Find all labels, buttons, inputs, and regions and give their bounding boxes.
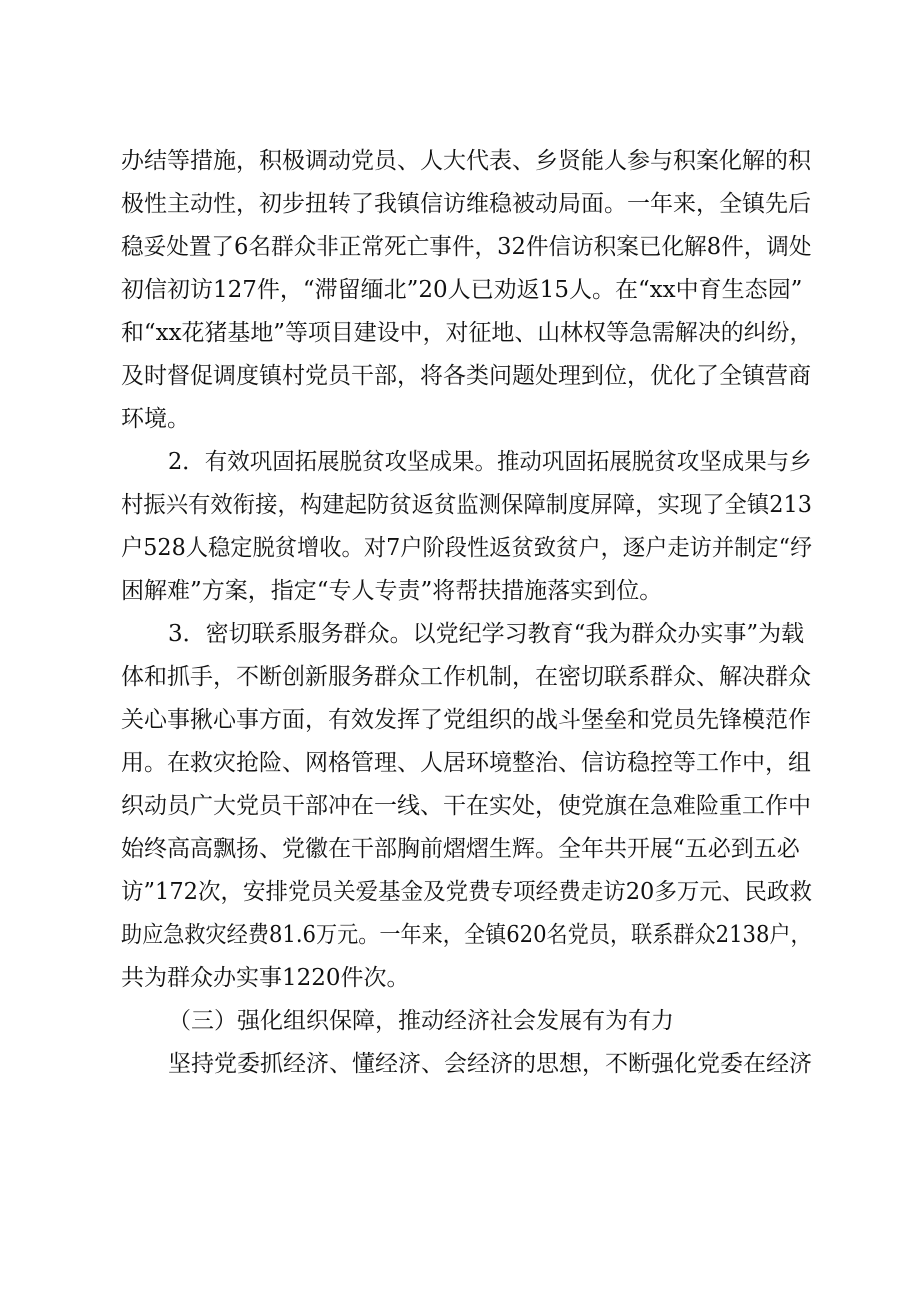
paragraph-line: 村振兴有效衔接，构建起防贫返贫监测保障制度屏障，实现了全镇213	[121, 492, 812, 518]
section-heading: （三）强化组织保障，推动经济社会发展有为有力	[168, 1008, 674, 1034]
paragraph-line: 办结等措施，积极调动党员、人大代表、乡贤能人参与积案化解的积	[121, 148, 811, 174]
paragraph-line: 环境。	[121, 406, 190, 432]
paragraph-line: 助应急救灾经费81.6万元。一年来，全镇620名党员，联系群众2138户，	[121, 922, 812, 948]
paragraph-line: 稳妥处置了6名群众非正常死亡事件，32件信访积案已化解8件，调处	[121, 234, 812, 260]
paragraph-line: 3．密切联系服务群众。以党纪学习教育“我为群众办实事”为载	[168, 621, 805, 647]
paragraph-line: 访”172次，安排党员关爱基金及党费专项经费走访20多万元、民政救	[121, 879, 812, 905]
paragraph-line: 极性主动性，初步扭转了我镇信访维稳被动局面。一年来，全镇先后	[121, 191, 811, 217]
paragraph-line: 及时督促调度镇村党员干部，将各类问题处理到位，优化了全镇营商	[121, 363, 811, 389]
paragraph-line: 坚持党委抓经济、懂经济、会经济的思想，不断强化党委在经济	[168, 1051, 812, 1077]
paragraph-line: 共为群众办实事1220件次。	[121, 965, 410, 991]
paragraph-line: 户528人稳定脱贫增收。对7户阶段性返贫致贫户，逐户走访并制定“纾	[121, 535, 813, 561]
paragraph-line: 和“xx花猪基地”等项目建设中，对征地、山林权等急需解决的纠纷，	[121, 320, 813, 346]
paragraph-line: 体和抓手，不断创新服务群众工作机制，在密切联系群众、解决群众	[121, 664, 811, 690]
paragraph-line: 困解难”方案，指定“专人专责”将帮扶措施落实到位。	[121, 578, 663, 604]
paragraph-line: 用。在救灾抢险、网格管理、人居环境整治、信访稳控等工作中，组	[121, 750, 811, 776]
paragraph-line: 关心事揪心事方面，有效发挥了党组织的战斗堡垒和党员先锋模范作	[121, 707, 811, 733]
paragraph-line: 2．有效巩固拓展脱贫攻坚成果。推动巩固拓展脱贫攻坚成果与乡	[168, 449, 812, 475]
paragraph-line: 始终高高飘扬、党徽在干部胸前熠熠生辉。全年共开展“五必到五必	[121, 836, 800, 862]
paragraph-line: 织动员广大党员干部冲在一线、干在实处，使党旗在急难险重工作中	[121, 793, 811, 819]
paragraph-line: 初信初访127件，“滞留缅北”20人已劝返15人。在“xx中育生态园”	[121, 277, 803, 303]
